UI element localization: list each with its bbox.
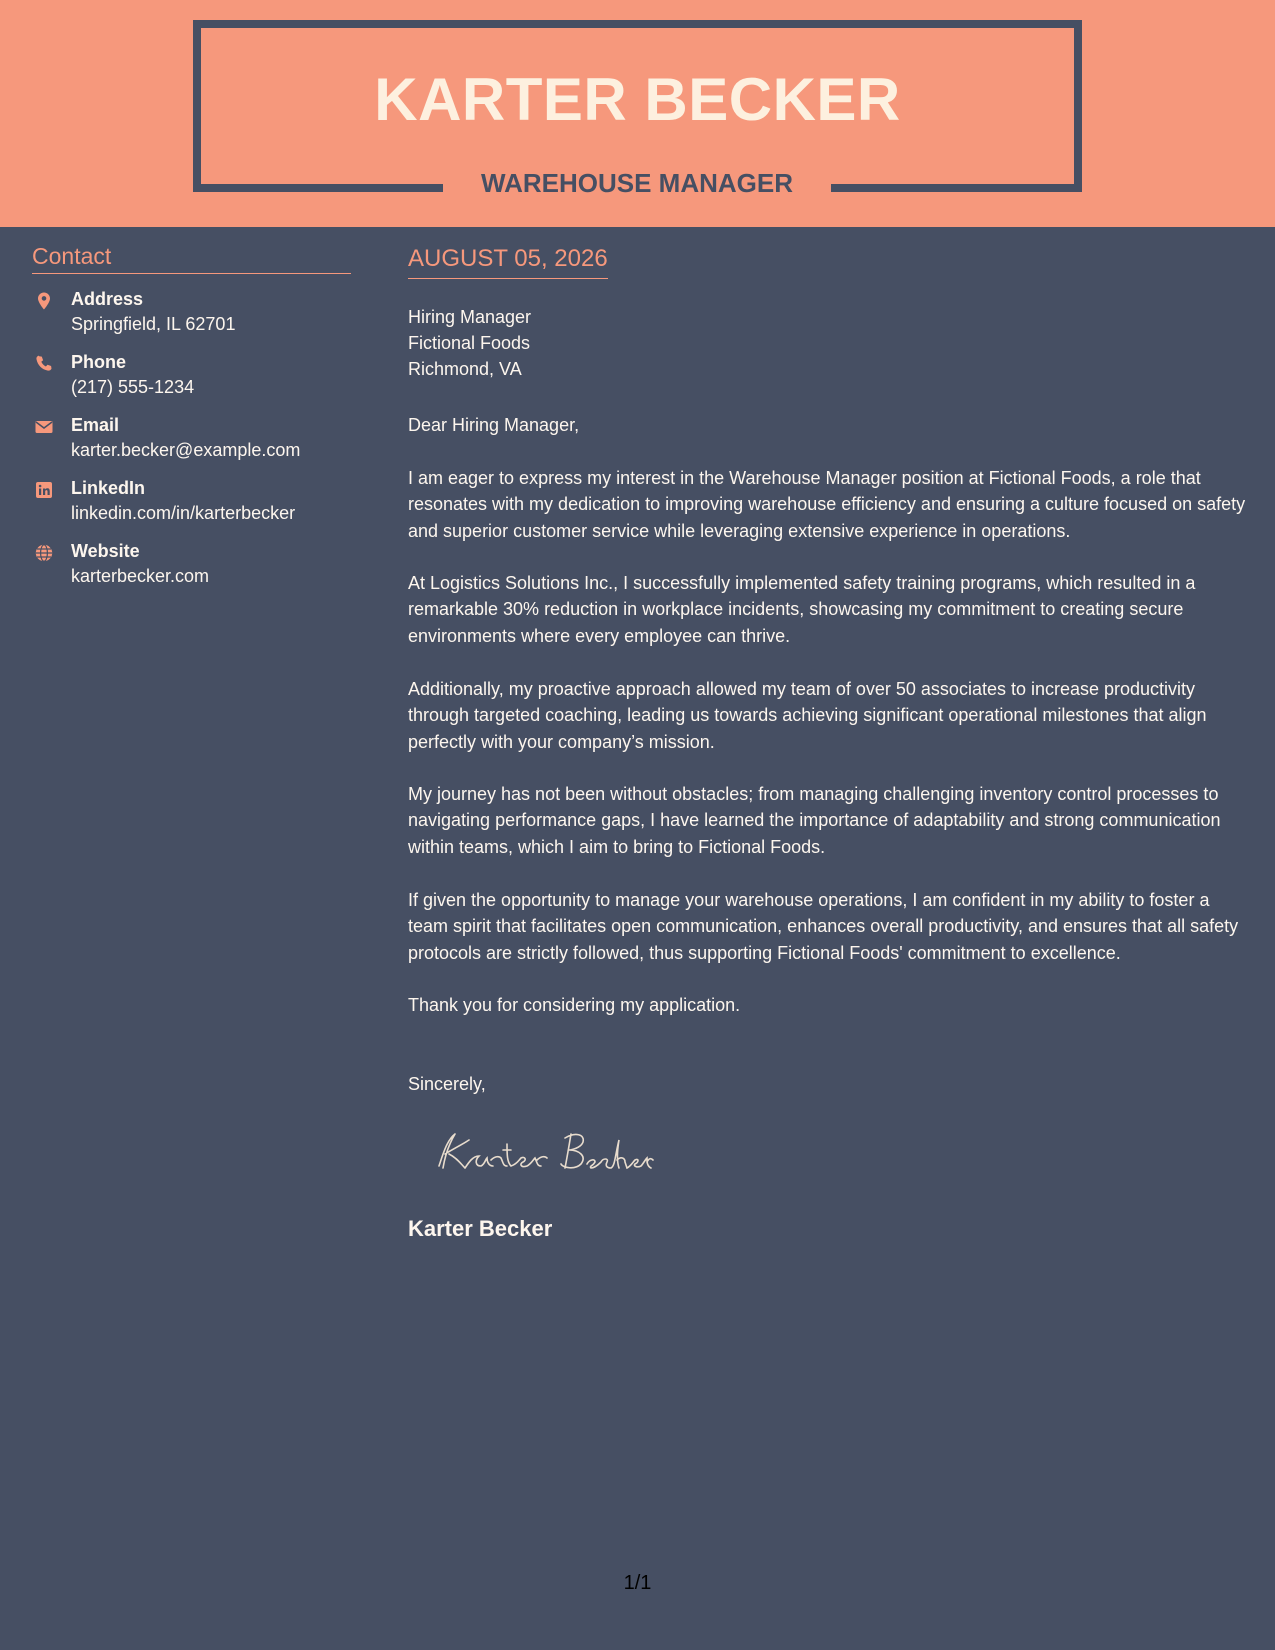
linkedin-icon [34, 480, 54, 500]
recipient-location: Richmond, VA [408, 359, 522, 379]
contact-item-linkedin [32, 476, 352, 532]
website-link[interactable]: karterbecker.com [71, 566, 210, 586]
contact-label: Address [71, 289, 144, 309]
header-frame-top [193, 20, 1082, 28]
job-title: WAREHOUSE MANAGER [480, 168, 793, 198]
globe-icon [34, 543, 54, 563]
signer-name: Karter Becker [408, 1216, 553, 1241]
phone-value: (217) 555-1234 [71, 377, 195, 397]
contact-label: Phone [71, 352, 127, 372]
letter-date: AUGUST 05, 2026 [408, 244, 608, 279]
page-number: 1/1 [623, 1572, 652, 1594]
phone-icon [34, 354, 54, 374]
location-pin-icon [34, 291, 54, 311]
header-frame-bottom-left [193, 184, 443, 192]
contact-label: Website [71, 541, 140, 561]
contact-item-phone [32, 350, 352, 406]
body-paragraph: At Logistics Solutions Inc., I successfully implemented safety training programs, which resulted in a remarkable 30% reduction in workplace incidents, showcasing my commitment to creating secure environments where every employee can thrive. [408, 573, 1196, 646]
recipient-block [408, 304, 531, 382]
body-paragraph: I am eager to express my interest in the Warehouse Manager position at Fictional Foods, a role that resonates with my dedication to improving warehouse efficiency and ensuring a culture focused on safety and superior customer service while leveraging extensive experience in operations. [408, 468, 1246, 541]
salutation: Dear Hiring Manager, [408, 415, 580, 435]
closing: Sincerely, [408, 1074, 486, 1094]
header-frame-bottom-right [831, 184, 1082, 192]
address-value: Springfield, IL 62701 [71, 314, 236, 334]
contact-item-email [32, 413, 352, 469]
envelope-icon [34, 417, 54, 437]
contact-item-address [32, 287, 352, 343]
contact-item-website [32, 539, 352, 595]
contact-label: Email [71, 415, 120, 435]
body-paragraph: Thank you for considering my application. [408, 995, 741, 1015]
contact-label: LinkedIn [71, 478, 146, 498]
recipient-title: Hiring Manager [408, 307, 532, 327]
contact-heading: Contact [32, 242, 351, 274]
linkedin-link[interactable]: linkedin.com/in/karterbecker [71, 503, 296, 523]
recipient-company: Fictional Foods [408, 333, 531, 353]
body-paragraph: If given the opportunity to manage your warehouse operations, I am confident in my ability to foster a team spirit that facilitates open communication, enhances overall productivity, and ensures that all safety protocols are strictly followed, thus supporting Fictional Foods' commitment to excellence. [408, 890, 1239, 963]
header-banner [0, 0, 1275, 227]
applicant-name: KARTER BECKER [374, 66, 901, 133]
body-paragraph: My journey has not been without obstacles; from managing challenging inventory control processes to navigating performance gaps, I have learned the importance of adaptability and strong communication within teams, which I aim to bring to Fictional Foods. [408, 784, 1221, 857]
signature-image [425, 1126, 655, 1176]
body-paragraph: Additionally, my proactive approach allowed my team of over 50 associates to increase productivity through targeted coaching, leading us towards achieving significant operational milestones that align perfectly with your company’s mission. [408, 679, 1207, 752]
email-link[interactable]: karter.becker@example.com [71, 440, 301, 460]
